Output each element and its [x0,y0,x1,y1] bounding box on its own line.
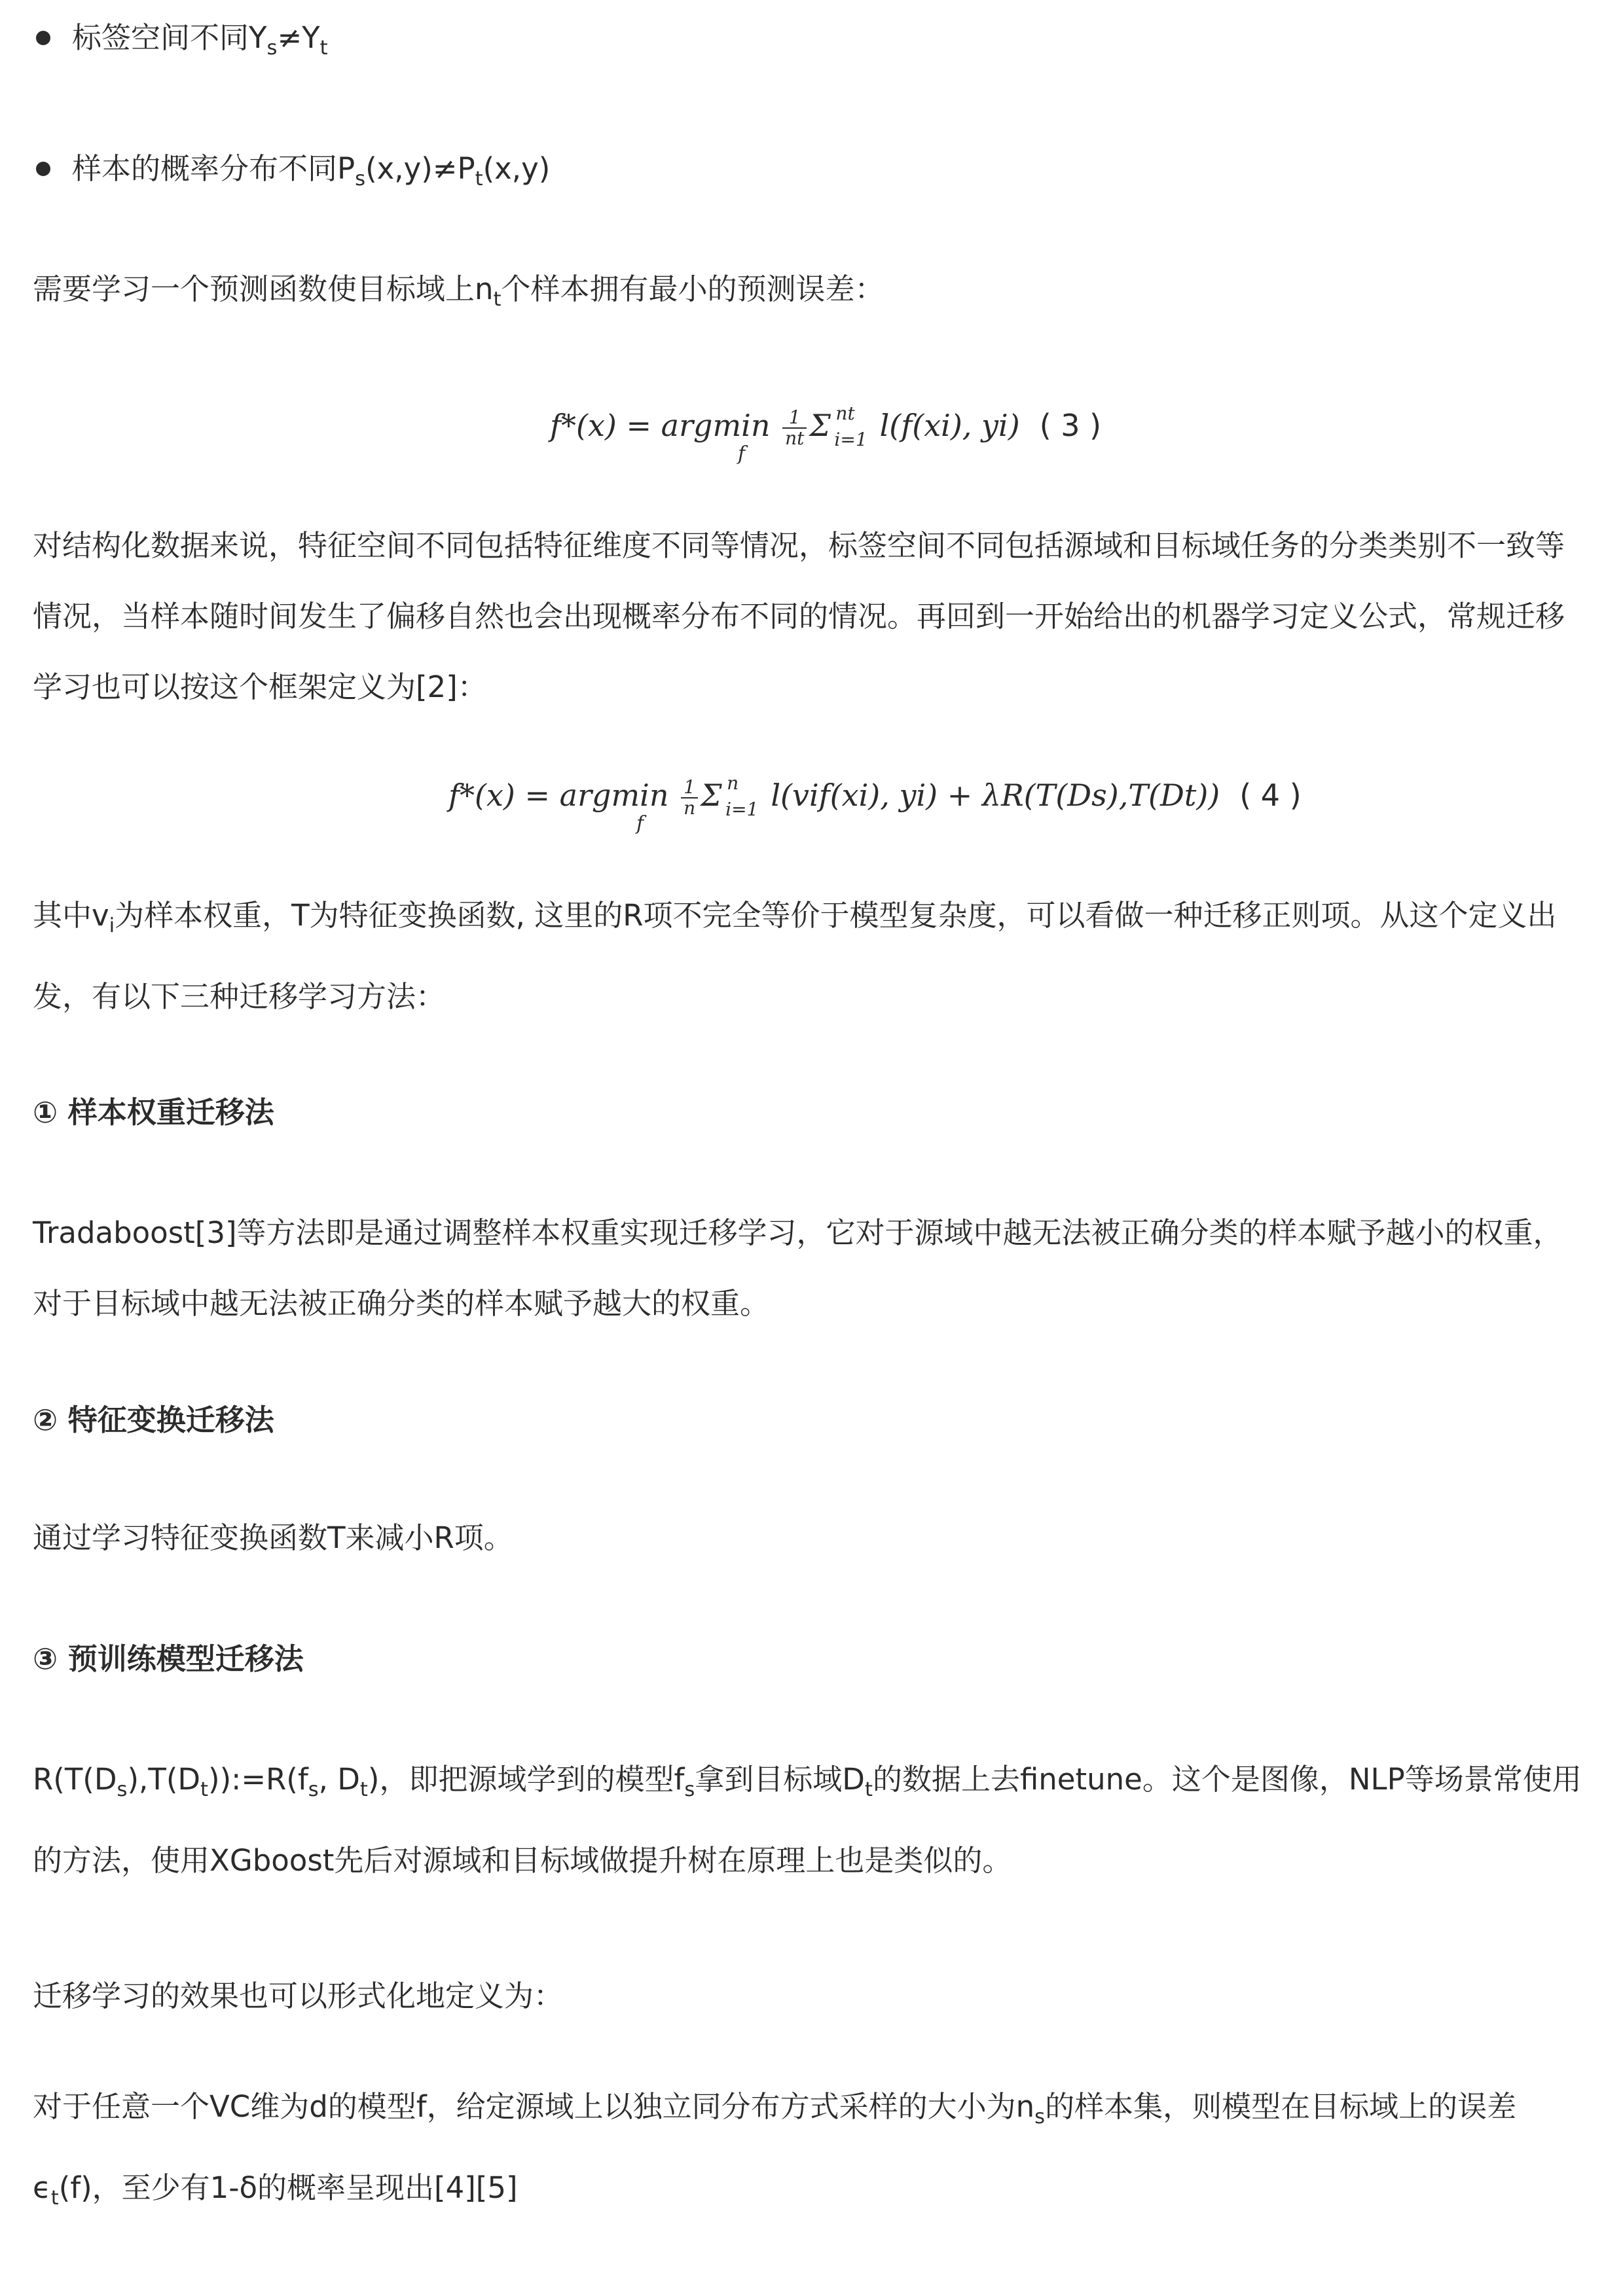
paragraph-structured-data [33,511,1591,723]
bullet-text: (x,y) [483,151,551,186]
text: 个样本拥有最小的预测误差： [501,272,884,306]
text: 对结构化数据来说，特征空间不同包括特征维度不同等情况，标签空间不同包括源域和目标域任务的分类类别不一致等情况，当样本随时间发生了偏移自然也会出现概率分布不同的情况。再回到一开始给出的机器学习定义公式，常规迁移学习也可以按这个框架定义为[2]： [33,528,1565,704]
formula-lhs: f*(x) = arg [448,778,611,813]
formula-3 [550,403,1102,465]
text: 的样本集，则模型在目标域上的误差ϵ [33,2089,1517,2205]
formula-lhs: f*(x) = arg [550,408,713,443]
sum [701,772,759,820]
text: 对于任意一个VC维为d的模型f，给定源域上以独立同分布方式采样的大小为n [33,2089,1035,2124]
argmin [611,776,669,835]
bullet-text: ≠Y [277,20,320,55]
subscript: t [200,1778,209,1801]
subscript: s [684,1778,695,1801]
subscript: t [493,288,501,311]
subscript: t [359,1778,368,1801]
bullet-text: 标签空间不同Y [72,20,267,55]
text: (f)，至少有1-δ的概率呈现出[4][5] [58,2170,518,2205]
subscript: t [475,168,483,190]
paragraph-tradaboost [33,1198,1591,1339]
bullet-dot-icon [36,162,50,176]
formula-body: l(vif(xi), yi) + λR(T(Ds),T(Dt)) [771,778,1220,813]
numerator: 1 [681,778,698,798]
text: )):=R(f [208,1762,308,1797]
sum-upper: nt [835,403,855,424]
sum-upper: n [727,772,739,794]
sum-lower: i=1 [725,798,759,820]
equation-number: ( 3 ) [1039,408,1102,443]
paragraph-finetune [33,1744,1591,1896]
bullet-text: (x,y)≠P [365,151,475,186]
subscript: i [109,914,115,937]
argmin-var: f [636,812,644,835]
fraction [782,408,807,448]
sum [809,403,867,450]
text: )，即把源域学到的模型f [367,1762,685,1797]
paragraph-effect-definition [33,1977,1591,2016]
sigma-icon: Σ [809,408,831,443]
denominator: n [684,797,696,819]
denominator: nt [785,427,805,449]
heading-sample-weight: ① 样本权重迁移法 [33,1095,274,1130]
formula-body: l(f(xi), yi) [879,408,1020,443]
text: 为样本权重，T为特征变换函数, 这里的R项不完全等价于模型复杂度，可以看做一种迁移正则项。从这个定义出发，有以下三种迁移学习方法： [33,898,1557,1014]
bullet-dot-icon [36,31,50,45]
subscript: s [117,1778,128,1801]
formula-4 [448,772,1302,835]
subscript: s [308,1778,319,1801]
text: 需要学习一个预测函数使目标域上n [33,272,494,306]
fraction [681,778,698,818]
min: min [611,778,669,813]
bullet-probability [72,149,550,199]
subscript: s [1034,2106,1046,2128]
text: 通过学习特征变换函数T来减小R项。 [33,1520,513,1555]
paragraph-weights [33,880,1591,1032]
paragraph-vc-dimension [33,2072,1591,2234]
text: 的数据上去finetune。这个是图像，NLP等场景常使用的方法，使用XGboost先后对源域和目标域做提升树在原理上也是类似的。 [33,1762,1582,1878]
subscript: t [319,37,328,60]
numerator: 1 [782,408,807,429]
heading-pretrained: ③ 预训练模型迁移法 [33,1641,304,1676]
heading-feature-transform: ② 特征变换迁移法 [33,1403,274,1437]
subscript: t [50,2187,59,2210]
equation-number: ( 4 ) [1239,778,1302,813]
min: min [712,408,771,443]
argmin [712,406,771,465]
text: , D [318,1762,360,1797]
subscript: s [266,37,278,60]
argmin-var: f [737,442,746,465]
sum-lower: i=1 [834,429,867,450]
paragraph-reduce-r [33,1518,1591,1558]
text: Tradaboost[3]等方法即是通过调整样本权重实现迁移学习，它对于源域中越无法被正确分类的样本赋予越小的权重，对于目标域中越无法被正确分类的样本赋予越大的权重。 [33,1215,1563,1321]
bullet-label-space [72,18,328,68]
text: R(T(D [33,1762,117,1797]
subscript: s [355,168,366,190]
paragraph-prediction [33,270,1591,319]
text: 拿到目标域D [695,1762,865,1797]
text: 迁移学习的效果也可以形式化地定义为： [33,1979,564,2013]
subscript: t [864,1778,873,1801]
bullet-text: 样本的概率分布不同P [72,151,356,186]
sigma-icon: Σ [701,778,722,813]
text: 其中v [33,898,109,933]
text: ),T(D [127,1762,201,1797]
